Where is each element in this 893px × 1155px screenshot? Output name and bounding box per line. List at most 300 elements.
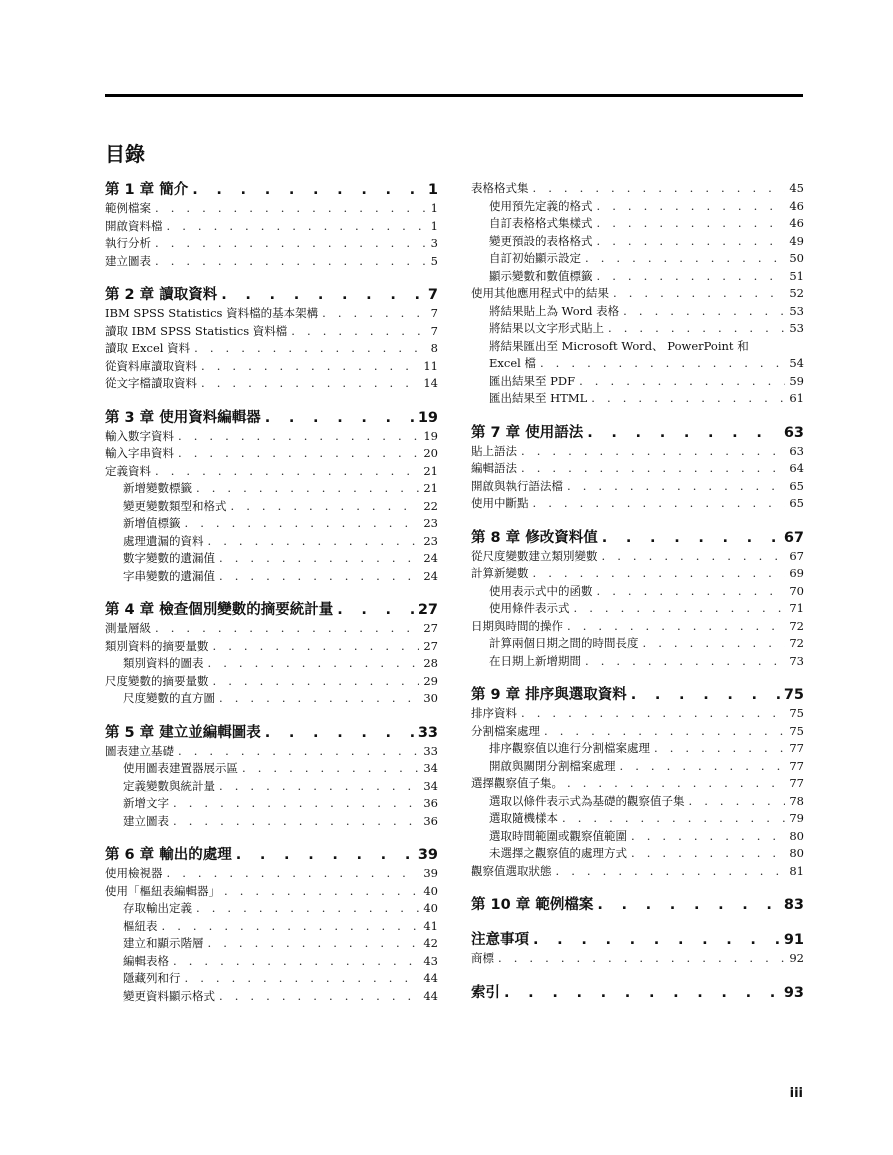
toc-entry-title: 顯示變數和數值標籤 xyxy=(489,268,593,283)
dot-leader xyxy=(196,900,419,918)
toc-entry-title: 將結果以文字形式貼上 xyxy=(489,321,604,335)
toc-entry-title: 類別資料的圖表 xyxy=(123,656,204,670)
toc-subentry[interactable] xyxy=(471,740,804,758)
toc-page-number: 21 xyxy=(423,481,438,495)
toc-page-number: 46 xyxy=(789,216,804,230)
toc-subentry[interactable] xyxy=(471,793,804,811)
toc-entry-title: 匯出結果至 HTML xyxy=(489,391,588,405)
toc-entry-title: 字串變數的遺漏值 xyxy=(123,568,215,583)
toc-page-number: 11 xyxy=(423,358,438,373)
toc-page-number: 40 xyxy=(423,883,438,898)
toc-subentry[interactable] xyxy=(105,970,438,988)
dot-leader xyxy=(242,760,419,778)
toc-chapter[interactable] xyxy=(471,528,804,548)
toc-chapter[interactable] xyxy=(471,895,804,915)
toc-page-number: 34 xyxy=(423,761,438,775)
toc-page-number: 80 xyxy=(789,828,804,843)
toc-entry[interactable] xyxy=(105,883,438,901)
dot-leader xyxy=(219,778,419,796)
toc-entry-title: 新增值標籤 xyxy=(123,516,181,530)
toc-entry[interactable] xyxy=(105,305,438,323)
dot-leader xyxy=(192,180,424,200)
toc-subentry[interactable] xyxy=(471,268,804,286)
top-rule xyxy=(105,94,803,97)
dot-leader xyxy=(654,740,785,758)
dot-leader xyxy=(322,305,427,323)
dot-leader xyxy=(521,705,785,723)
toc-entry-title: 變更變數類型和格式 xyxy=(123,498,227,513)
toc-page-number: 14 xyxy=(423,376,438,390)
toc-subentry[interactable] xyxy=(105,480,438,498)
toc-entry-title: 使用條件表示式 xyxy=(489,601,570,615)
toc-entry[interactable] xyxy=(105,673,438,691)
dot-leader xyxy=(620,758,786,776)
toc-entry[interactable] xyxy=(471,180,804,198)
toc-entry[interactable] xyxy=(105,620,438,638)
dot-leader xyxy=(208,655,420,673)
dot-leader xyxy=(291,323,426,341)
toc-subentry[interactable] xyxy=(471,215,804,233)
toc-entry-title: 第 6 章 輸出的處理 xyxy=(105,847,232,863)
dot-leader xyxy=(265,723,414,743)
dot-leader xyxy=(533,565,786,583)
toc-entry-title: 尺度變數的直方圖 xyxy=(123,691,215,705)
toc-page-number: 54 xyxy=(789,356,804,370)
dot-leader xyxy=(162,918,420,936)
toc-subentry[interactable] xyxy=(471,600,804,618)
toc-entry[interactable] xyxy=(105,323,438,341)
toc-entry-title: 第 7 章 使用語法 xyxy=(471,424,584,441)
toc-entry-title: 使用檢視器 xyxy=(105,866,163,880)
toc-subentry[interactable] xyxy=(471,233,804,251)
dot-leader xyxy=(213,673,420,691)
dot-leader xyxy=(337,600,414,620)
toc-page-number: 75 xyxy=(789,706,804,720)
toc-entry[interactable] xyxy=(471,950,804,968)
dot-leader xyxy=(591,390,785,408)
toc-entry-title: 使用「樞紐表編輯器」 xyxy=(105,883,220,898)
dot-leader xyxy=(236,845,414,865)
toc-page-number: 27 xyxy=(423,638,438,653)
dot-leader xyxy=(178,743,419,761)
toc-subentry[interactable] xyxy=(105,795,438,813)
toc-entry-title: 建立圖表 xyxy=(105,253,151,268)
toc-page-number: 70 xyxy=(789,583,804,598)
dot-leader xyxy=(155,200,427,218)
toc-subentry[interactable] xyxy=(471,635,804,653)
toc-entry[interactable] xyxy=(105,253,438,271)
dot-leader xyxy=(597,198,786,216)
toc-entry-title: 第 10 章 範例檔案 xyxy=(471,897,594,913)
toc-entry-title: 選取隨機樣本 xyxy=(489,811,558,825)
toc-subentry[interactable] xyxy=(471,373,804,391)
dot-leader xyxy=(201,358,419,376)
toc-page-number: 81 xyxy=(789,863,804,878)
toc-page-number: 1 xyxy=(430,218,438,233)
toc-subentry[interactable] xyxy=(105,690,438,708)
toc-page-number: 83 xyxy=(783,897,804,913)
toc-entry-title: 第 1 章 簡介 xyxy=(105,182,189,198)
toc-page-number: 77 xyxy=(789,741,804,755)
toc-entry-title: 尺度變數的摘要量數 xyxy=(105,673,209,688)
toc-page-number: 7 xyxy=(430,323,438,338)
toc-page-number: 7 xyxy=(427,287,438,303)
toc-subentry[interactable] xyxy=(471,355,804,373)
toc-page-number: 23 xyxy=(423,533,438,548)
toc-subentry[interactable] xyxy=(105,550,438,568)
toc-entry-title: 從文字檔讀取資料 xyxy=(105,376,197,390)
toc-page-number: 33 xyxy=(423,743,438,758)
toc-entry-title: 第 2 章 讀取資料 xyxy=(105,287,218,303)
toc-subentry[interactable] xyxy=(105,918,438,936)
toc-entry-title: 將結果匯出至 Microsoft Word、 PowerPoint 和 xyxy=(489,338,749,353)
toc-entry-title: 輸入數字資料 xyxy=(105,428,174,443)
dot-leader xyxy=(587,423,780,443)
toc-entry-title: 開啟資料檔 xyxy=(105,218,163,233)
toc-page-number: 69 xyxy=(789,566,804,580)
toc-page-number: 43 xyxy=(423,953,438,968)
toc-page-number: 65 xyxy=(789,496,804,510)
dot-leader xyxy=(556,863,786,881)
toc-page-number: 22 xyxy=(423,498,438,513)
dot-leader xyxy=(567,478,785,496)
toc-page-number: 51 xyxy=(789,268,804,283)
toc-chapter[interactable] xyxy=(105,845,438,865)
toc-entry[interactable] xyxy=(471,548,804,566)
toc-subentry[interactable] xyxy=(471,810,804,828)
toc-entry[interactable] xyxy=(105,358,438,376)
dot-leader xyxy=(521,443,785,461)
toc-entry-title: 開啟與執行語法檔 xyxy=(471,478,563,493)
toc-entry-title: 第 9 章 排序與選取資料 xyxy=(471,687,627,703)
toc-entry-title: 日期與時間的操作 xyxy=(471,618,563,633)
toc-entry-title: 輸入字串資料 xyxy=(105,446,174,460)
toc-page-number: 21 xyxy=(423,463,438,478)
dot-leader xyxy=(567,618,785,636)
dot-leader xyxy=(231,498,420,516)
toc-entry-title: 將結果貼上為 Word 表格 xyxy=(489,303,620,318)
toc-entry-title: 在日期上新增期間 xyxy=(489,653,581,668)
toc-entry-title: 定義資料 xyxy=(105,463,151,478)
toc-page-number: 41 xyxy=(423,918,438,933)
toc-subentry[interactable] xyxy=(105,760,438,778)
toc-subentry[interactable] xyxy=(105,900,438,918)
toc-entry-title: 建立圖表 xyxy=(123,813,169,828)
dot-leader xyxy=(219,690,419,708)
dot-leader xyxy=(597,233,786,251)
toc-entry[interactable] xyxy=(471,723,804,741)
toc-entry-title: 樞紐表 xyxy=(123,918,158,933)
toc-chapter[interactable] xyxy=(471,685,804,705)
toc-entry-title: 匯出結果至 PDF xyxy=(489,373,576,388)
dot-leader xyxy=(521,460,785,478)
dot-leader xyxy=(173,953,419,971)
toc-subentry[interactable] xyxy=(105,778,438,796)
dot-leader xyxy=(194,340,427,358)
toc-page-number: 27 xyxy=(423,621,438,635)
toc-page-number: 49 xyxy=(789,233,804,248)
toc-page-number: 63 xyxy=(789,443,804,458)
toc-entry-title: 執行分析 xyxy=(105,236,151,250)
dot-leader xyxy=(585,250,785,268)
toc-entry-title: 建立和顯示階層 xyxy=(123,936,204,950)
dot-leader xyxy=(221,285,424,305)
toc-entry-title: 表格格式集 xyxy=(471,181,529,195)
toc-page-number: 36 xyxy=(423,796,438,810)
dot-leader xyxy=(167,865,420,883)
toc-subentry[interactable] xyxy=(105,533,438,551)
toc-page-number: 91 xyxy=(783,932,804,948)
toc-entry-title: 新增變數標籤 xyxy=(123,481,192,495)
toc-entry[interactable] xyxy=(105,638,438,656)
dot-leader xyxy=(689,793,786,811)
toc-entry[interactable] xyxy=(105,235,438,253)
toc-page-number: 61 xyxy=(789,391,804,405)
toc-subentry[interactable] xyxy=(105,498,438,516)
toc-entry-title: 讀取 Excel 資料 xyxy=(105,341,191,355)
toc-entry[interactable] xyxy=(105,428,438,446)
dot-leader xyxy=(608,320,785,338)
toc-entry[interactable] xyxy=(105,200,438,218)
toc-entry-title: 第 8 章 修改資料值 xyxy=(471,529,598,546)
dot-leader xyxy=(504,983,780,1003)
toc-page-number: 72 xyxy=(789,636,804,650)
toc-entry[interactable] xyxy=(105,375,438,393)
toc-page-number: 23 xyxy=(423,516,438,530)
dot-leader xyxy=(219,568,419,586)
toc-entry-title: 處理遺漏的資料 xyxy=(123,533,204,548)
toc-page-number: 19 xyxy=(423,428,438,443)
toc-entry[interactable] xyxy=(105,340,438,358)
toc-entry-title: 選取時間範圍或觀察值範圍 xyxy=(489,828,627,843)
toc-entry[interactable] xyxy=(471,565,804,583)
dot-leader xyxy=(623,303,785,321)
toc-subentry[interactable] xyxy=(105,988,438,1006)
toc-entry[interactable] xyxy=(471,495,804,513)
toc-page-number: 3 xyxy=(430,236,438,250)
toc-page-number: 27 xyxy=(417,602,438,618)
dot-leader xyxy=(613,285,785,303)
toc-entry[interactable] xyxy=(471,285,804,303)
toc-page-number: 45 xyxy=(789,181,804,195)
toc-page-number: 75 xyxy=(789,723,804,738)
toc-subentry[interactable] xyxy=(471,845,804,863)
dot-leader xyxy=(219,988,419,1006)
toc-chapter[interactable] xyxy=(471,930,804,950)
toc-entry-title: 編輯語法 xyxy=(471,461,517,475)
toc-entry[interactable] xyxy=(105,463,438,481)
toc-entry-title: 使用中斷點 xyxy=(471,496,529,510)
toc-entry-title: 定義變數與統計量 xyxy=(123,778,215,793)
toc-entry[interactable] xyxy=(105,743,438,761)
toc-entry-title: 從資料庫讀取資料 xyxy=(105,358,197,373)
dot-leader xyxy=(597,268,786,286)
toc-entry-title: 使用表示式中的函數 xyxy=(489,583,593,598)
toc-entry[interactable] xyxy=(471,863,804,881)
toc-page-number: 73 xyxy=(789,653,804,668)
toc-entry-title: 編輯表格 xyxy=(123,953,169,968)
toc-page-number: 75 xyxy=(783,687,804,703)
toc-entry-title: 觀察值選取狀態 xyxy=(471,863,552,878)
toc-entry-title: 隱藏列和行 xyxy=(123,971,181,985)
dot-leader xyxy=(185,970,420,988)
dot-leader xyxy=(579,373,785,391)
toc-page-number: 67 xyxy=(789,548,804,563)
toc-subentry[interactable] xyxy=(471,390,804,408)
toc-entry-title: 使用其他應用程式中的結果 xyxy=(471,286,609,300)
toc-entry-title: 選擇觀察值子集。 xyxy=(471,776,563,790)
dot-leader xyxy=(631,685,780,705)
toc-page-number: 65 xyxy=(789,478,804,493)
toc-entry-title: 存取輸出定義 xyxy=(123,901,192,915)
dot-leader xyxy=(602,528,780,548)
toc-entry[interactable] xyxy=(105,445,438,463)
dot-leader xyxy=(533,930,780,950)
toc-entry-title: 開啟與關閉分割檔案處理 xyxy=(489,758,616,773)
toc-entry-title: IBM SPSS Statistics 資料檔的基本架構 xyxy=(105,306,319,320)
dot-leader xyxy=(213,638,420,656)
toc-entry[interactable] xyxy=(471,618,804,636)
toc-subentry[interactable] xyxy=(471,338,804,356)
dot-leader xyxy=(562,810,785,828)
toc-subentry[interactable] xyxy=(471,653,804,671)
toc-entry-title: 計算新變數 xyxy=(471,566,529,580)
toc-chapter[interactable] xyxy=(105,723,438,743)
dot-leader xyxy=(155,463,419,481)
toc-entry-title: 讀取 IBM SPSS Statistics 資料檔 xyxy=(105,323,288,338)
toc-entry[interactable] xyxy=(471,478,804,496)
toc-entry-title: 從尺度變數建立類別變數 xyxy=(471,548,598,563)
toc-page-number: 29 xyxy=(423,673,438,688)
toc-entry-title: 分割檔案處理 xyxy=(471,723,540,738)
toc-entry[interactable] xyxy=(471,443,804,461)
toc-entry-title: 排序觀察值以進行分割檔案處理 xyxy=(489,741,650,755)
toc-entry-title: 第 3 章 使用資料編輯器 xyxy=(105,409,261,426)
dot-leader xyxy=(498,950,785,968)
toc-left-column xyxy=(105,180,438,1005)
toc-entry-title: 第 5 章 建立並編輯圖表 xyxy=(105,724,261,741)
toc-entry-title: 自訂初始顯示設定 xyxy=(489,251,581,265)
toc-entry[interactable] xyxy=(471,775,804,793)
toc-entry-title: 貼上語法 xyxy=(471,443,517,458)
toc-entry-title: 圖表建立基礎 xyxy=(105,743,174,758)
toc-page-number: 46 xyxy=(789,198,804,213)
toc-chapter[interactable] xyxy=(471,423,804,443)
toc-entry[interactable] xyxy=(471,460,804,478)
toc-page-number: 52 xyxy=(789,286,804,300)
toc-entry-title: 數字變數的遺漏值 xyxy=(123,551,215,565)
toc-entry-title: 第 4 章 檢查個別變數的摘要統計量 xyxy=(105,602,334,618)
toc-subentry[interactable] xyxy=(471,198,804,216)
toc-page-number: 64 xyxy=(789,461,804,475)
toc-page-number: 1 xyxy=(430,201,438,215)
toc-entry-title: 選取以條件表示式為基礎的觀察值子集 xyxy=(489,793,685,808)
toc-page-number: 63 xyxy=(783,424,804,441)
toc-subentry[interactable] xyxy=(105,935,438,953)
toc-entry-title: 未選擇之觀察值的處理方式 xyxy=(489,846,627,860)
toc-subentry[interactable] xyxy=(471,583,804,601)
toc-page-number: 77 xyxy=(789,776,804,790)
toc-subentry[interactable] xyxy=(105,655,438,673)
toc-chapter[interactable] xyxy=(105,408,438,428)
dot-leader xyxy=(533,495,786,513)
toc-page-number: 40 xyxy=(423,901,438,915)
toc-page-number: 42 xyxy=(423,936,438,950)
toc-page-number: 78 xyxy=(789,793,804,808)
dot-leader xyxy=(567,775,785,793)
toc-page-number: 1 xyxy=(427,182,438,198)
toc-subentry[interactable] xyxy=(471,758,804,776)
toc-subentry[interactable] xyxy=(471,303,804,321)
dot-leader xyxy=(155,253,427,271)
toc-entry-title: 新增文字 xyxy=(123,796,169,810)
toc-page-number: 53 xyxy=(789,321,804,335)
toc-page-number: 34 xyxy=(423,778,438,793)
toc-entry-title: 使用圖表建置器展示區 xyxy=(123,761,238,775)
toc-chapter[interactable] xyxy=(105,600,438,620)
toc-subentry[interactable] xyxy=(105,515,438,533)
toc-subentry[interactable] xyxy=(471,320,804,338)
toc-chapter[interactable] xyxy=(105,285,438,305)
toc-page-number: 39 xyxy=(423,866,438,880)
dot-leader xyxy=(196,480,419,498)
dot-leader xyxy=(178,428,419,446)
dot-leader xyxy=(219,550,419,568)
toc-page-number: 80 xyxy=(789,846,804,860)
toc-page-number: 71 xyxy=(789,601,804,615)
toc-chapter[interactable] xyxy=(105,180,438,200)
toc-entry[interactable] xyxy=(105,218,438,236)
toc-page-number: 93 xyxy=(783,984,804,1001)
toc-entry-title: 測量層級 xyxy=(105,621,151,635)
toc-page-number: 7 xyxy=(430,306,438,320)
toc-page-number: 30 xyxy=(423,691,438,705)
dot-leader xyxy=(155,620,419,638)
toc-entry-title: 範例檔案 xyxy=(105,201,151,215)
dot-leader xyxy=(185,515,420,533)
toc-entry[interactable] xyxy=(105,865,438,883)
dot-leader xyxy=(643,635,786,653)
dot-leader xyxy=(208,533,420,551)
toc-page-number: 44 xyxy=(423,988,438,1003)
toc-subentry[interactable] xyxy=(105,568,438,586)
toc-chapter[interactable] xyxy=(471,983,804,1003)
dot-leader xyxy=(224,883,419,901)
dot-leader xyxy=(597,215,786,233)
toc-entry-title: 類別資料的摘要量數 xyxy=(105,638,209,653)
toc-page-number: 72 xyxy=(789,618,804,633)
toc-page-number: 77 xyxy=(789,758,804,773)
toc-page-number: 24 xyxy=(423,568,438,583)
toc-subentry[interactable] xyxy=(105,953,438,971)
toc-page-number: 19 xyxy=(417,409,438,426)
dot-leader xyxy=(574,600,786,618)
toc-entry-title: 變更資料顯示格式 xyxy=(123,988,215,1003)
toc-entry-title: 索引 xyxy=(471,984,500,1001)
toc-entry-title: 計算兩個日期之間的時間長度 xyxy=(489,636,639,650)
toc-subentry[interactable] xyxy=(105,813,438,831)
dot-leader xyxy=(265,408,414,428)
toc-subentry[interactable] xyxy=(471,250,804,268)
toc-entry-title: Excel 檔 xyxy=(489,356,536,370)
toc-subentry[interactable] xyxy=(471,828,804,846)
toc-entry[interactable] xyxy=(471,705,804,723)
toc-entry-title: 使用預先定義的格式 xyxy=(489,198,593,213)
dot-leader xyxy=(178,445,419,463)
toc-page-number: 5 xyxy=(430,253,438,268)
dot-leader xyxy=(208,935,420,953)
dot-leader xyxy=(602,548,786,566)
